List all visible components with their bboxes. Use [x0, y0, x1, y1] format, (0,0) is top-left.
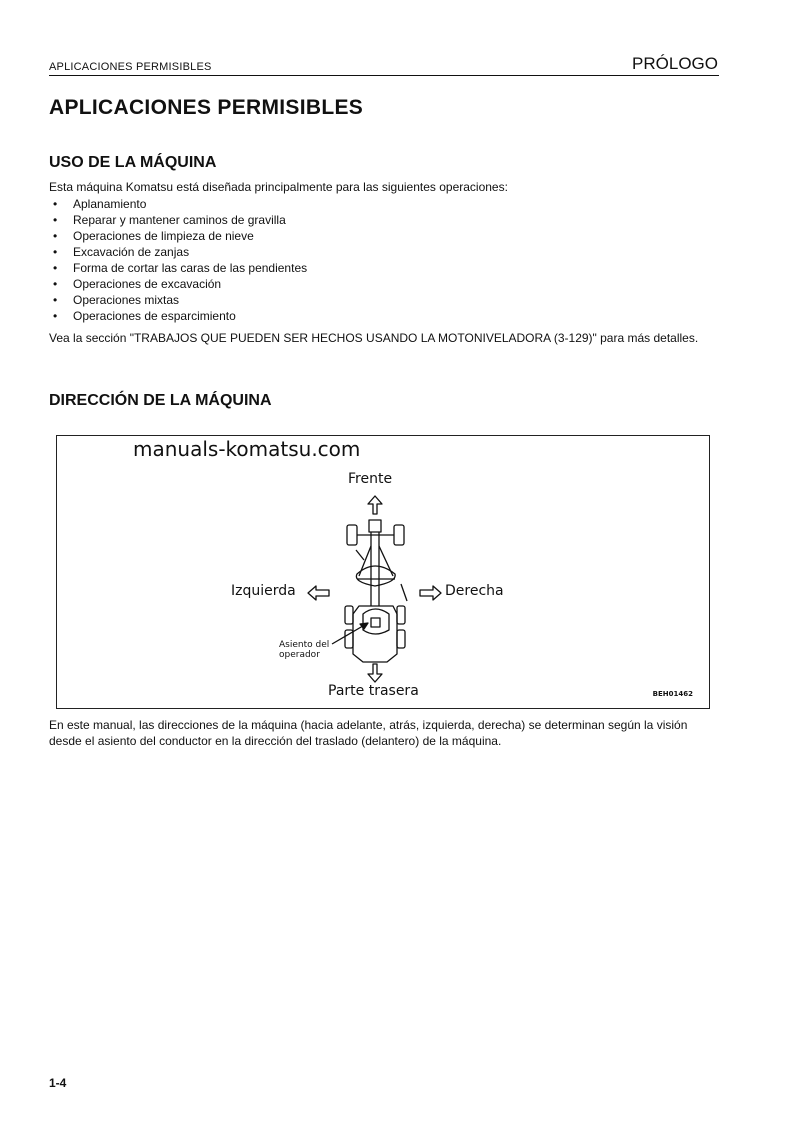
- header-section-label: APLICACIONES PERMISIBLES: [49, 61, 212, 73]
- motor-grader-icon: [345, 520, 407, 662]
- label-left: Izquierda: [231, 583, 296, 599]
- list-item: • Operaciones de esparcimiento: [49, 308, 307, 324]
- label-right: Derecha: [445, 583, 504, 599]
- watermark-text: manuals-komatsu.com: [133, 437, 361, 461]
- list-item: • Aplanamiento: [49, 196, 307, 212]
- machine-direction-figure: [56, 435, 710, 709]
- label-front: Frente: [348, 471, 393, 487]
- header-divider: [49, 75, 719, 76]
- figure-code: BEH01462: [652, 690, 693, 698]
- page-title: APLICACIONES PERMISIBLES: [49, 96, 364, 119]
- label-seat-line1: Asiento del: [279, 640, 330, 650]
- list-item: • Forma de cortar las caras de las pendientes: [49, 260, 307, 276]
- page-number: 1-4: [49, 1076, 67, 1090]
- header-chapter-label: PRÓLOGO: [632, 54, 718, 73]
- label-seat-line2: operador: [279, 650, 320, 660]
- rear-arrow-icon: [368, 664, 382, 682]
- label-rear: Parte trasera: [328, 683, 419, 699]
- right-arrow-icon: [420, 586, 441, 600]
- direction-note: En este manual, las direcciones de la máquina (hacia adelante, atrás, izquierda, derecha) se determinan según la visión desde el asiento del conductor en la dirección del traslado (delantero) de la máquina.: [49, 718, 688, 748]
- list-item: • Excavación de zanjas: [49, 244, 307, 260]
- section-title-direccion: DIRECCIÓN DE LA MÁQUINA: [49, 392, 272, 409]
- front-arrow-icon: [368, 496, 382, 514]
- left-arrow-icon: [308, 586, 329, 600]
- list-item: • Operaciones de excavación: [49, 276, 307, 292]
- section-title-uso: USO DE LA MÁQUINA: [49, 154, 217, 171]
- uso-intro: Esta máquina Komatsu está diseñada principalmente para las siguientes operaciones:: [49, 180, 508, 194]
- list-item: • Operaciones de limpieza de nieve: [49, 228, 307, 244]
- list-item: • Operaciones mixtas: [49, 292, 307, 308]
- list-item: • Reparar y mantener caminos de gravilla: [49, 212, 307, 228]
- uso-reference: Vea la sección "TRABAJOS QUE PUEDEN SER HECHOS USANDO LA MOTONIVELADORA (3-129)" para más detalles.: [49, 331, 699, 345]
- operations-list: [49, 196, 307, 324]
